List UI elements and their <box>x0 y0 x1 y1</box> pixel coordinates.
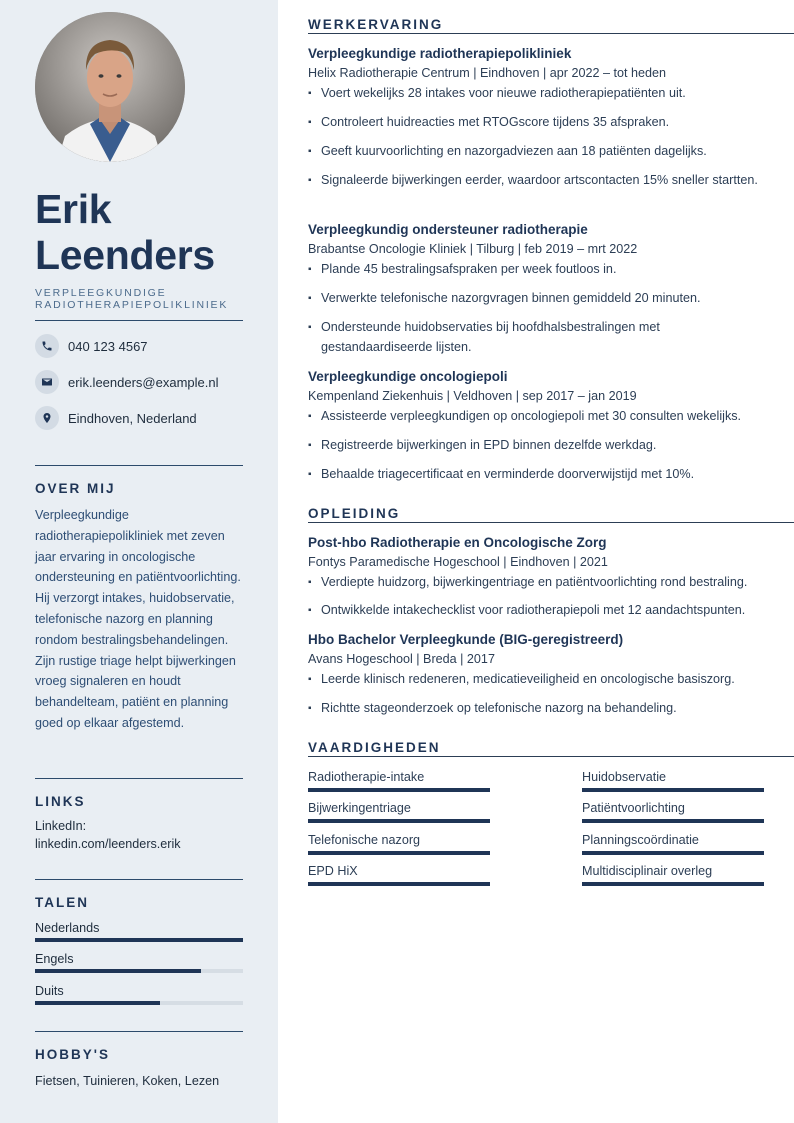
job-title: Verpleegkundig ondersteuner radiotherapie <box>308 222 588 237</box>
email-icon <box>35 370 59 394</box>
job-bullet: ▪ Geeft kuurvoorlichting en nazorgadviezen aan 18 patiënten dagelijks. <box>308 142 758 162</box>
location-pin-icon <box>35 406 59 430</box>
skill-item <box>308 831 490 855</box>
job-meta: Helix Radiotherapie Centrum | Eindhoven | apr 2022 – tot heden <box>308 66 666 80</box>
job-bullet: ▪ Assisteerde verpleegkundigen op oncologiepoli met 30 consulten wekelijks. <box>308 407 758 427</box>
job-title-line1: VERPLEEGKUNDIGE <box>35 287 167 299</box>
contact-phone <box>35 334 148 358</box>
language-level-bar <box>35 938 243 942</box>
job-bullet: ▪ Verwerkte telefonische nazorgvragen binnen gemiddeld 20 minuten. <box>308 289 758 309</box>
skill-name: Patiëntvoorlichting <box>582 801 685 815</box>
language-item <box>35 981 243 1005</box>
skill-bar <box>582 882 764 886</box>
linkedin-label: LinkedIn: <box>35 819 87 833</box>
skill-name: Multidisciplinair overleg <box>582 864 713 878</box>
skill-item <box>582 831 764 855</box>
language-level-bar <box>35 1001 243 1005</box>
skill-item <box>582 768 764 792</box>
language-name: Duits <box>35 984 64 998</box>
education-title: Hbo Bachelor Verpleegkunde (BIG-geregistreerd) <box>308 632 624 647</box>
job-title: Verpleegkundige oncologiepoli <box>308 369 508 384</box>
hobbies-heading: HOBBY'S <box>35 1047 110 1062</box>
skill-bar <box>308 819 490 823</box>
language-level-bar <box>35 969 243 973</box>
email-address[interactable]: erik.leenders@example.nl <box>68 374 219 390</box>
skill-name: Telefonische nazorg <box>308 833 421 847</box>
education-meta: Fontys Paramedische Hogeschool | Eindhoven | 2021 <box>308 555 608 569</box>
skill-name: Bijwerkingentriage <box>308 801 411 815</box>
contact-location <box>35 406 197 430</box>
phone-number: 040 123 4567 <box>68 338 148 354</box>
skill-bar <box>308 882 490 886</box>
language-item <box>35 949 243 973</box>
main-content <box>308 0 794 1123</box>
contact-email <box>35 370 219 394</box>
education-meta: Avans Hogeschool | Breda | 2017 <box>308 652 495 666</box>
divider <box>35 879 243 880</box>
links-heading: LINKS <box>35 794 86 809</box>
job-bullet: ▪ Ondersteunde huidobservaties bij hoofdhalsbestralingen met gestandaardiseerde lijsten. <box>308 318 758 357</box>
education-bullet: ▪ Ontwikkelde intakechecklist voor radiotherapiepoli met 12 aandachtspunten. <box>308 601 758 621</box>
languages-heading: TALEN <box>35 895 89 910</box>
skill-bar <box>582 851 764 855</box>
job-meta: Kempenland Ziekenhuis | Veldhoven | sep 2017 – jan 2019 <box>308 389 637 403</box>
job-bullet: ▪ Controleert huidreacties met RTOGscore tijdens 35 afspraken. <box>308 113 758 133</box>
job-bullet: ▪ Registreerde bijwerkingen in EPD binnen dezelfde werkdag. <box>308 436 758 456</box>
skill-item <box>582 799 764 823</box>
divider <box>35 465 243 466</box>
language-name: Nederlands <box>35 921 100 935</box>
first-name: Erik <box>35 186 112 232</box>
skill-bar <box>308 788 490 792</box>
skill-item <box>308 799 490 823</box>
skill-bar <box>308 851 490 855</box>
education-bullet: ▪ Verdiepte huidzorg, bijwerkingentriage en patiëntvoorlichting rond bestraling. <box>308 573 758 593</box>
location: Eindhoven, Nederland <box>68 410 197 426</box>
experience-heading: WERKERVARING <box>308 17 794 34</box>
skill-item <box>308 862 490 886</box>
skill-name: Huidobservatie <box>582 770 667 784</box>
education-heading: OPLEIDING <box>308 506 794 523</box>
education-bullet: ▪ Richtte stageonderzoek op telefonische nazorg na behandeling. <box>308 699 758 719</box>
skill-bar <box>582 819 764 823</box>
about-heading: OVER MIJ <box>35 481 116 496</box>
profile-photo <box>35 12 185 162</box>
language-name: Engels <box>35 952 74 966</box>
linkedin-link[interactable]: linkedin.com/leenders.erik <box>35 837 181 851</box>
skill-item <box>308 768 490 792</box>
divider <box>35 320 243 321</box>
about-text: Verpleegkundige radiotherapiepolikliniek met zeven jaar ervaring in oncologische ondersteuning en patiëntvoorlichting. Hij verzorgt intakes, huidobservatie, telefonische nazorg en planning rondom bestralingsbehandelingen. Zijn rustige triage helpt bijwerkingen vroeg signaleren en houdt behandelteam, patiënt en planning goed op elkaar afgestemd. <box>35 508 241 730</box>
job-title-line2: RADIOTHERAPIEPOLIKLINIEK <box>35 299 229 311</box>
divider <box>35 1031 243 1032</box>
skill-name: Radiotherapie-intake <box>308 770 425 784</box>
person-name <box>35 186 215 278</box>
skill-name: Planningscoördinatie <box>582 833 699 847</box>
job-bullet: ▪ Voert wekelijks 28 intakes voor nieuwe radiotherapiepatiënten uit. <box>308 84 758 104</box>
skill-bar <box>582 788 764 792</box>
job-title <box>35 287 265 311</box>
phone-icon <box>35 334 59 358</box>
language-item <box>35 918 243 942</box>
job-bullet: ▪ Behaalde triagecertificaat en verminderde doorverwijstijd met 10%. <box>308 465 758 485</box>
skill-name: EPD HiX <box>308 864 358 878</box>
job-meta: Brabantse Oncologie Kliniek | Tilburg | feb 2019 – mrt 2022 <box>308 242 638 256</box>
last-name: Leenders <box>35 232 215 278</box>
education-title: Post-hbo Radiotherapie en Oncologische Zorg <box>308 535 607 550</box>
job-bullet: ▪ Signaleerde bijwerkingen eerder, waardoor artscontacten 15% sneller startten. <box>308 171 758 191</box>
job-bullet: ▪ Plande 45 bestralingsafspraken per week foutloos in. <box>308 260 758 280</box>
skill-item <box>582 862 764 886</box>
hobbies-text: Fietsen, Tuinieren, Koken, Lezen <box>35 1074 220 1088</box>
sidebar <box>0 0 278 1123</box>
job-title: Verpleegkundige radiotherapiepolikliniek <box>308 46 572 61</box>
education-bullet: ▪ Leerde klinisch redeneren, medicatieveiligheid en oncologische basiszorg. <box>308 670 758 690</box>
divider <box>35 778 243 779</box>
skills-heading: VAARDIGHEDEN <box>308 740 794 757</box>
